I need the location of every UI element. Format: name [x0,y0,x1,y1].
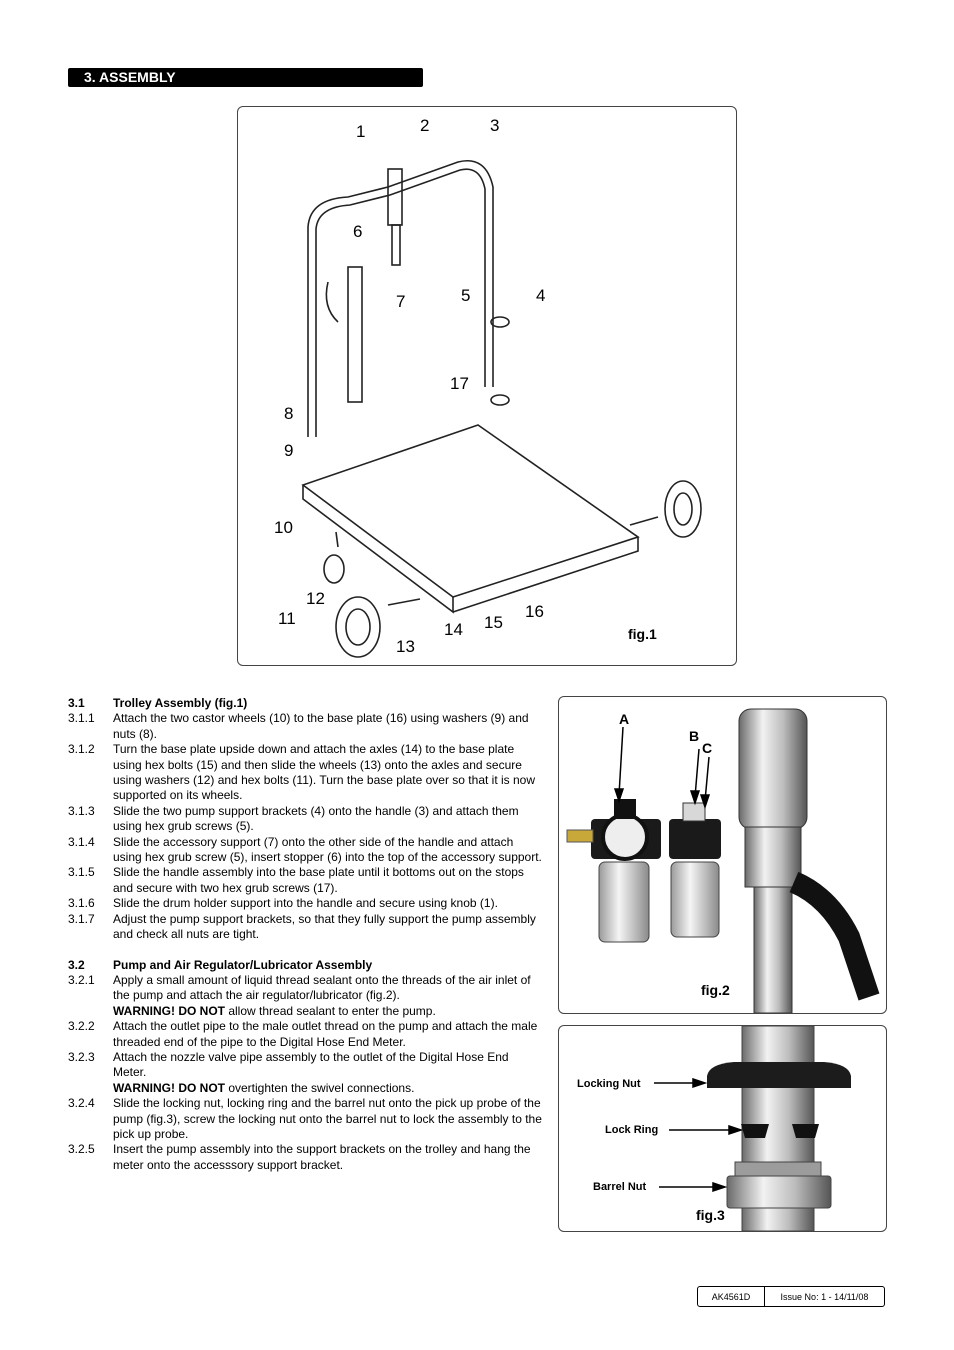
callout-3: 3 [490,116,500,135]
callout-5: 5 [461,286,471,305]
section-heading: Pump and Air Regulator/Lubricator Assembly [113,957,373,972]
regulator-lubricator-illustration [559,697,886,1013]
step-number: 3.2.2 [68,1019,95,1034]
step-number: 3.1.3 [68,803,95,818]
warning-text: allow thread sealant to enter the pump. [225,1003,436,1018]
callout-4: 4 [536,286,546,305]
callout-13: 13 [396,637,415,656]
callout-17: 17 [450,374,469,393]
section-title: 3. ASSEMBLY [68,68,423,87]
lock-ring-label: Lock Ring [605,1124,659,1136]
callout-6: 6 [353,222,363,241]
step-text: Turn the base plate upside down and attach the axles (14) to the base plate using hex bolts (15) and then slide the wheels (13) onto the axles and secure using washers (12) and hex bolts (11). Turn the base plate over so that it is now supported on its wheels. [113,742,536,803]
step-text: Attach the nozzle valve pipe assembly to the outlet of the Digital Hose End Meter. [113,1049,509,1080]
locking-assembly-illustration [559,1026,886,1231]
callout-A: A [619,711,630,727]
step-text: Slide the accessory support (7) onto the other side of the handle and attach using hex grub screw (5), insert stopper (6) into the top of the accessory support. [113,834,542,865]
callout-14: 14 [444,620,463,639]
step-number: 3.1.1 [68,711,95,726]
warning-label: WARNING! DO NOT [113,1080,225,1095]
warning-label: WARNING! DO NOT [113,1003,225,1018]
callout-16: 16 [525,602,544,621]
step-text: Insert the pump assembly into the support brackets on the trolley and hang the meter onto the accesssory support bracket. [113,1142,531,1172]
document-footer [697,1286,885,1307]
step-text: Apply a small amount of liquid thread sealant onto the threads of the air inlet of the pump and attach the air regulator/lubricator (fig.2). [113,972,531,1003]
step-number: 3.2.4 [68,1096,95,1111]
figure-3-label: fig.3 [696,1207,725,1223]
figure-3-barrel-nut-photo [558,1025,887,1232]
step-number: 3.1.4 [68,834,95,849]
callout-10: 10 [274,518,293,537]
callout-9: 9 [284,441,294,460]
callout-7: 7 [396,292,406,311]
step-text: Attach the two castor wheels (10) to the base plate (16) using washers (9) and nuts (8). [113,711,529,741]
figure-1-label: fig.1 [628,626,657,642]
step-number: 3.2.5 [68,1142,95,1157]
figure-2-regulator-photo [558,696,887,1014]
assembly-instructions [68,696,543,1173]
callout-C: C [702,740,713,756]
callout-12: 12 [306,589,325,608]
step-text: Slide the two pump support brackets (4) onto the handle (3) and attach them using hex grub screws (5). [113,803,519,834]
step-number: 3.1.6 [68,896,95,911]
step-number: 3.2.3 [68,1049,95,1064]
section-number: 3.2 [68,957,85,972]
section-heading: Trolley Assembly (fig.1) [113,696,248,710]
step-text: Slide the locking nut, locking ring and the barrel nut onto the pick up probe of the pump (fig.3), screw the locking nut onto the barrel nut to lock the assembly to the pick up probe. [113,1096,542,1141]
barrel-nut-label: Barrel Nut [593,1181,647,1193]
step-text: Adjust the pump support brackets, so that they fully support the pump assembly and check all nuts are tight. [113,911,536,942]
step-number: 3.2.1 [68,972,95,987]
callout-2: 2 [420,116,430,135]
callout-8: 8 [284,404,294,423]
callout-15: 15 [484,613,503,632]
step-number: 3.1.7 [68,911,95,926]
figure-2-label: fig.2 [701,982,730,998]
issue-number: Issue No: 1 - 14/11/08 [780,1291,869,1302]
step-text: Attach the outlet pipe to the male outlet thread on the pump and attach the male threaded end of the pipe to the Digital Hose End Meter. [113,1019,538,1049]
locking-nut-label: Locking Nut [577,1078,641,1090]
callout-B: B [689,728,700,744]
trolley-exploded-drawing [238,107,736,665]
step-text: Slide the handle assembly into the base plate until it bottoms out on the stops and secure with two hex grub screws (17). [113,865,524,895]
callout-11: 11 [278,609,296,628]
callout-1: 1 [356,122,366,141]
section-number: 3.1 [68,696,85,710]
warning-text: overtighten the swivel connections. [225,1080,415,1095]
figure-1-trolley-diagram [237,106,737,666]
document-code: AK4561D [698,1287,765,1306]
step-number: 3.1.5 [68,865,95,880]
step-text: Slide the drum holder support into the handle and secure using knob (1). [113,896,498,911]
step-number: 3.1.2 [68,742,95,757]
